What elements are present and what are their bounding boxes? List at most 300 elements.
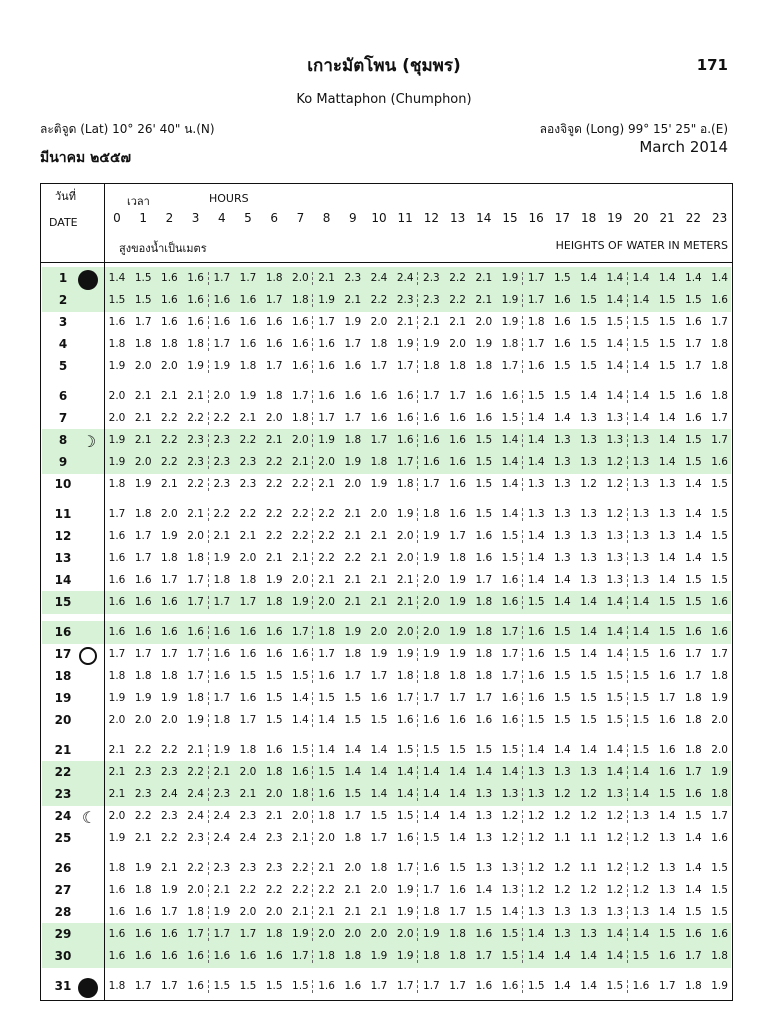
height-cell: 1.8	[161, 338, 178, 350]
height-cell: 1.6	[318, 360, 335, 372]
height-cell: 2.1	[134, 390, 152, 402]
height-cell: 1.6	[213, 670, 231, 682]
height-cell: 1.6	[423, 434, 440, 446]
height-cell: 1.5	[658, 596, 676, 608]
height-cell: 2.2	[318, 884, 335, 896]
height-cell: 1.9	[292, 596, 309, 608]
height-cell: 1.5	[632, 692, 650, 704]
height-cell: 1.4	[370, 744, 388, 756]
height-cell: 1.7	[423, 390, 440, 402]
height-cell: 1.6	[527, 692, 545, 704]
height-cell: 1.8	[213, 574, 231, 586]
height-cell: 1.7	[527, 272, 545, 284]
height-cell: 1.4	[685, 552, 702, 564]
height-cell: 1.8	[344, 434, 362, 446]
height-cell: 2.2	[187, 412, 204, 424]
height-cell: 1.9	[501, 272, 519, 284]
height-cell: 1.4	[606, 950, 624, 962]
height-cell: 1.6	[449, 884, 466, 896]
day-number: 20	[54, 713, 72, 727]
height-cell: 1.6	[292, 338, 309, 350]
table-row	[41, 312, 731, 333]
hour-header-5: 5	[244, 211, 252, 225]
height-cell: 1.9	[108, 360, 126, 372]
height-cell: 2.1	[318, 478, 335, 490]
height-cell: 1.2	[554, 884, 571, 896]
height-cell: 2.4	[213, 832, 231, 844]
height-cell: 1.5	[475, 744, 493, 756]
height-cell: 1.6	[554, 294, 571, 306]
height-cell: 1.7	[370, 360, 388, 372]
height-cell: 2.1	[423, 316, 440, 328]
height-cell: 1.8	[239, 574, 257, 586]
height-cell: 1.4	[632, 596, 650, 608]
height-cell: 1.9	[423, 530, 440, 542]
height-cell: 1.6	[134, 950, 152, 962]
height-cell: 2.2	[292, 478, 309, 490]
height-cell: 1.8	[108, 478, 126, 490]
height-cell: 2.1	[475, 294, 493, 306]
height-cell: 1.8	[265, 766, 283, 778]
height-cell: 2.1	[292, 456, 309, 468]
height-cell: 1.6	[475, 928, 493, 940]
height-cell: 1.8	[187, 338, 204, 350]
height-cell: 1.7	[370, 434, 388, 446]
height-cell: 2.1	[318, 862, 335, 874]
height-cell: 1.8	[475, 596, 493, 608]
height-cell: 1.6	[632, 980, 650, 992]
page-title-english: Ko Mattaphon (Chumphon)	[296, 92, 472, 107]
height-cell: 2.0	[396, 928, 414, 940]
height-cell: 1.6	[711, 832, 728, 844]
height-cell: 1.2	[580, 788, 597, 800]
height-cell: 1.8	[711, 670, 728, 682]
height-cell: 1.6	[161, 294, 178, 306]
height-cell: 2.3	[423, 272, 440, 284]
height-cell: 1.7	[344, 412, 362, 424]
height-cell: 2.2	[239, 508, 257, 520]
height-cell: 1.5	[318, 766, 335, 778]
height-cell: 1.6	[685, 626, 702, 638]
height-cell: 1.6	[370, 692, 388, 704]
height-cell: 1.3	[606, 530, 624, 542]
height-cell: 2.2	[265, 884, 283, 896]
height-cell: 1.8	[475, 360, 493, 372]
height-cell: 1.8	[685, 692, 702, 704]
table-row	[41, 710, 731, 731]
height-cell: 1.3	[580, 906, 597, 918]
height-cell: 2.3	[239, 478, 257, 490]
height-cell: 1.7	[370, 670, 388, 682]
height-cell: 2.1	[292, 906, 309, 918]
height-cell: 1.3	[658, 530, 676, 542]
height-cell: 1.9	[396, 508, 414, 520]
height-cell: 1.7	[711, 316, 728, 328]
heights-label-english: HEIGHTS OF WATER IN METERS	[555, 239, 728, 252]
height-cell: 1.3	[501, 862, 519, 874]
height-cell: 1.2	[606, 456, 624, 468]
height-cell: 1.6	[449, 714, 466, 726]
height-cell: 2.0	[239, 552, 257, 564]
height-cell: 1.8	[265, 272, 283, 284]
height-cell: 1.7	[213, 692, 231, 704]
height-cell: 1.3	[554, 478, 571, 490]
height-cell: 2.1	[370, 552, 388, 564]
height-cell: 1.6	[239, 950, 257, 962]
height-cell: 1.4	[580, 950, 597, 962]
height-cell: 1.6	[239, 648, 257, 660]
height-cell: 1.6	[344, 390, 362, 402]
height-cell: 1.7	[501, 360, 519, 372]
height-cell: 1.6	[711, 456, 728, 468]
height-cell: 2.2	[161, 832, 178, 844]
height-cell: 1.3	[632, 574, 650, 586]
height-cell: 1.6	[711, 928, 728, 940]
height-cell: 1.9	[370, 648, 388, 660]
height-cell: 1.8	[292, 788, 309, 800]
height-cell: 2.3	[161, 810, 178, 822]
height-cell: 2.1	[344, 884, 362, 896]
height-cell: 2.1	[108, 766, 126, 778]
height-cell: 1.5	[685, 434, 702, 446]
height-cell: 1.4	[632, 390, 650, 402]
height-cell: 1.5	[449, 744, 466, 756]
table-row	[41, 902, 731, 923]
height-cell: 1.9	[187, 360, 204, 372]
day-number: 8	[58, 433, 68, 447]
day-number: 10	[54, 477, 72, 491]
height-cell: 1.7	[396, 692, 414, 704]
height-cell: 1.8	[187, 552, 204, 564]
height-cell: 1.7	[239, 596, 257, 608]
height-cell: 1.6	[108, 596, 126, 608]
height-cell: 2.0	[134, 714, 152, 726]
height-cell: 1.6	[344, 360, 362, 372]
height-cell: 1.5	[685, 456, 702, 468]
height-cell: 2.1	[108, 788, 126, 800]
height-cell: 1.4	[632, 626, 650, 638]
height-cell: 1.4	[554, 950, 571, 962]
height-cell: 1.6	[108, 906, 126, 918]
height-cell: 1.4	[554, 574, 571, 586]
height-cell: 2.0	[370, 626, 388, 638]
table-row	[41, 806, 731, 827]
height-cell: 1.4	[527, 552, 545, 564]
height-cell: 2.2	[318, 508, 335, 520]
height-cell: 1.4	[658, 810, 676, 822]
height-cell: 1.7	[134, 552, 152, 564]
day-number: 22	[54, 765, 72, 779]
height-cell: 1.3	[527, 766, 545, 778]
height-cell: 1.8	[423, 670, 440, 682]
height-cell: 1.7	[396, 980, 414, 992]
hour-header-3: 3	[191, 211, 200, 225]
height-cell: 1.5	[711, 862, 728, 874]
height-cell: 1.4	[527, 574, 545, 586]
height-cell: 2.1	[265, 552, 283, 564]
height-cell: 1.8	[475, 670, 493, 682]
table-row	[41, 880, 731, 901]
height-cell: 1.3	[632, 906, 650, 918]
height-cell: 1.7	[344, 810, 362, 822]
height-cell: 2.1	[213, 530, 231, 542]
height-cell: 1.4	[449, 810, 466, 822]
height-cell: 2.0	[318, 456, 335, 468]
height-cell: 1.4	[632, 272, 650, 284]
height-cell: 1.4	[685, 530, 702, 542]
height-cell: 2.0	[370, 928, 388, 940]
height-cell: 1.6	[501, 574, 519, 586]
height-cell: 2.3	[187, 832, 204, 844]
height-cell: 1.8	[265, 596, 283, 608]
height-cell: 1.6	[318, 338, 335, 350]
height-cell: 1.6	[658, 950, 676, 962]
height-cell: 2.0	[292, 574, 309, 586]
height-cell: 2.1	[344, 906, 362, 918]
hour-header-15: 15	[502, 211, 518, 225]
height-cell: 1.4	[606, 360, 624, 372]
height-cell: 1.9	[711, 766, 728, 778]
height-cell: 1.2	[632, 832, 650, 844]
height-cell: 2.3	[187, 434, 204, 446]
height-cell: 1.6	[475, 714, 493, 726]
height-cell: 2.3	[239, 456, 257, 468]
height-cell: 1.9	[161, 530, 178, 542]
height-cell: 2.3	[161, 766, 178, 778]
height-cell: 2.2	[187, 766, 204, 778]
day-number: 9	[58, 455, 68, 469]
height-cell: 1.4	[632, 360, 650, 372]
height-cell: 1.7	[423, 478, 440, 490]
height-cell: 1.4	[606, 766, 624, 778]
table-row	[41, 386, 731, 407]
height-cell: 1.5	[606, 670, 624, 682]
height-cell: 1.6	[318, 788, 335, 800]
height-cell: 1.6	[423, 412, 440, 424]
height-cell: 1.5	[344, 692, 362, 704]
height-cell: 1.8	[108, 338, 126, 350]
height-cell: 1.4	[580, 390, 597, 402]
height-cell: 1.8	[370, 338, 388, 350]
height-cell: 1.4	[423, 788, 440, 800]
height-cell: 1.7	[239, 272, 257, 284]
height-cell: 1.7	[449, 980, 466, 992]
height-cell: 1.3	[554, 928, 571, 940]
height-cell: 1.8	[449, 360, 466, 372]
height-cell: 1.3	[632, 478, 650, 490]
height-cell: 1.6	[161, 626, 178, 638]
height-cell: 1.6	[370, 390, 388, 402]
height-cell: 2.1	[265, 810, 283, 822]
height-cell: 1.6	[658, 714, 676, 726]
height-cell: 2.0	[187, 530, 204, 542]
height-cell: 1.9	[423, 552, 440, 564]
height-cell: 2.2	[449, 272, 466, 284]
height-cell: 1.6	[213, 316, 231, 328]
height-cell: 1.7	[501, 648, 519, 660]
height-cell: 1.5	[527, 980, 545, 992]
height-cell: 2.4	[396, 272, 414, 284]
height-cell: 1.5	[396, 810, 414, 822]
height-cell: 1.5	[501, 950, 519, 962]
height-cell: 1.8	[161, 670, 178, 682]
height-cell: 1.7	[161, 648, 178, 660]
height-cell: 1.7	[187, 670, 204, 682]
height-cell: 1.6	[396, 434, 414, 446]
height-cell: 1.6	[134, 928, 152, 940]
height-cell: 1.7	[475, 950, 493, 962]
day-number: 4	[58, 337, 68, 351]
height-cell: 1.6	[265, 950, 283, 962]
height-cell: 1.4	[527, 530, 545, 542]
height-cell: 1.3	[554, 766, 571, 778]
height-cell: 2.1	[213, 766, 231, 778]
height-cell: 1.5	[134, 294, 152, 306]
height-cell: 1.4	[292, 692, 309, 704]
height-cell: 1.5	[501, 412, 519, 424]
height-cell: 1.5	[658, 338, 676, 350]
height-cell: 1.7	[711, 648, 728, 660]
height-cell: 1.6	[423, 862, 440, 874]
hour-header-23: 23	[711, 211, 728, 225]
height-cell: 1.3	[501, 884, 519, 896]
height-cell: 1.6	[527, 648, 545, 660]
height-cell: 2.1	[161, 478, 178, 490]
height-cell: 1.4	[554, 596, 571, 608]
height-cell: 1.4	[527, 412, 545, 424]
day-number: 13	[54, 551, 72, 565]
height-cell: 1.9	[213, 744, 231, 756]
height-cell: 1.3	[554, 434, 571, 446]
height-cell: 2.0	[423, 574, 440, 586]
table-row	[41, 290, 731, 311]
height-cell: 1.8	[685, 980, 702, 992]
height-cell: 1.7	[449, 390, 466, 402]
height-cell: 1.6	[554, 316, 571, 328]
height-cell: 1.6	[108, 950, 126, 962]
height-cell: 2.0	[318, 596, 335, 608]
height-cell: 1.9	[423, 648, 440, 660]
height-cell: 1.9	[449, 596, 466, 608]
height-cell: 2.2	[239, 884, 257, 896]
height-cell: 2.3	[213, 478, 231, 490]
height-cell: 1.5	[213, 980, 231, 992]
height-cell: 1.4	[554, 412, 571, 424]
height-cell: 1.6	[396, 412, 414, 424]
height-cell: 1.7	[370, 980, 388, 992]
height-cell: 1.6	[475, 552, 493, 564]
table-row	[41, 622, 731, 643]
height-cell: 2.0	[108, 390, 126, 402]
longitude-label: ลองจิจูด (Long) 99° 15' 25" อ.(E)	[539, 122, 728, 136]
hour-header-7: 7	[296, 211, 305, 225]
height-cell: 1.3	[554, 906, 571, 918]
height-cell: 1.7	[239, 714, 257, 726]
height-cell: 1.4	[685, 862, 702, 874]
height-cell: 1.7	[685, 766, 702, 778]
height-cell: 1.6	[161, 316, 178, 328]
height-cell: 2.1	[187, 508, 204, 520]
height-cell: 1.6	[711, 294, 728, 306]
height-cell: 1.6	[527, 626, 545, 638]
height-cell: 1.5	[423, 832, 440, 844]
height-cell: 1.4	[606, 744, 624, 756]
table-row	[41, 430, 731, 451]
height-cell: 2.2	[187, 862, 204, 874]
height-cell: 1.8	[711, 788, 728, 800]
height-cell: 2.2	[292, 508, 309, 520]
hour-header-18: 18	[580, 211, 597, 225]
height-cell: 1.6	[449, 456, 466, 468]
day-number: 7	[58, 411, 68, 425]
height-cell: 1.4	[475, 884, 493, 896]
latitude-label: ละติจูด (Lat) 10° 26' 40" น.(N)	[40, 122, 215, 136]
height-cell: 1.9	[108, 434, 126, 446]
height-cell: 1.8	[134, 508, 152, 520]
height-cell: 1.4	[658, 574, 676, 586]
height-cell: 1.6	[108, 626, 126, 638]
height-cell: 1.6	[134, 596, 152, 608]
height-cell: 1.9	[370, 950, 388, 962]
height-cell: 1.9	[213, 906, 231, 918]
height-cell: 1.5	[711, 884, 728, 896]
height-cell: 2.3	[213, 788, 231, 800]
height-cell: 1.5	[711, 508, 728, 520]
height-cell: 1.4	[606, 626, 624, 638]
height-cell: 1.3	[606, 788, 624, 800]
height-cell: 1.7	[449, 906, 466, 918]
height-cell: 1.7	[423, 692, 440, 704]
height-cell: 1.3	[501, 788, 519, 800]
height-cell: 1.2	[632, 884, 650, 896]
last-moon-icon: ☾	[81, 808, 97, 827]
height-cell: 1.3	[606, 412, 624, 424]
height-cell: 1.7	[187, 596, 204, 608]
height-cell: 2.1	[396, 574, 414, 586]
height-cell: 1.6	[554, 338, 571, 350]
height-cell: 1.7	[318, 412, 335, 424]
height-cell: 2.2	[161, 434, 178, 446]
height-cell: 2.2	[449, 294, 466, 306]
height-cell: 1.4	[606, 648, 624, 660]
height-cell: 1.2	[632, 862, 650, 874]
height-cell: 1.5	[396, 744, 414, 756]
height-cell: 1.6	[475, 412, 493, 424]
height-cell: 2.1	[134, 832, 152, 844]
height-cell: 2.0	[292, 272, 309, 284]
height-cell: 1.6	[396, 714, 414, 726]
height-cell: 2.0	[396, 626, 414, 638]
height-cell: 1.7	[161, 574, 178, 586]
height-cell: 1.2	[580, 478, 597, 490]
height-cell: 1.9	[501, 294, 519, 306]
height-cell: 1.5	[658, 360, 676, 372]
height-cell: 1.7	[396, 456, 414, 468]
height-cell: 1.4	[606, 338, 624, 350]
height-cell: 1.9	[370, 478, 388, 490]
day-number: 14	[54, 573, 72, 587]
height-cell: 1.8	[344, 950, 362, 962]
hour-header-8: 8	[322, 211, 331, 225]
height-cell: 1.7	[344, 338, 362, 350]
height-cell: 1.5	[370, 810, 388, 822]
height-cell: 1.4	[606, 294, 624, 306]
height-cell: 1.6	[685, 928, 702, 940]
table-row	[41, 688, 731, 709]
height-cell: 2.0	[108, 810, 126, 822]
height-cell: 1.5	[685, 596, 702, 608]
height-cell: 1.4	[632, 412, 650, 424]
